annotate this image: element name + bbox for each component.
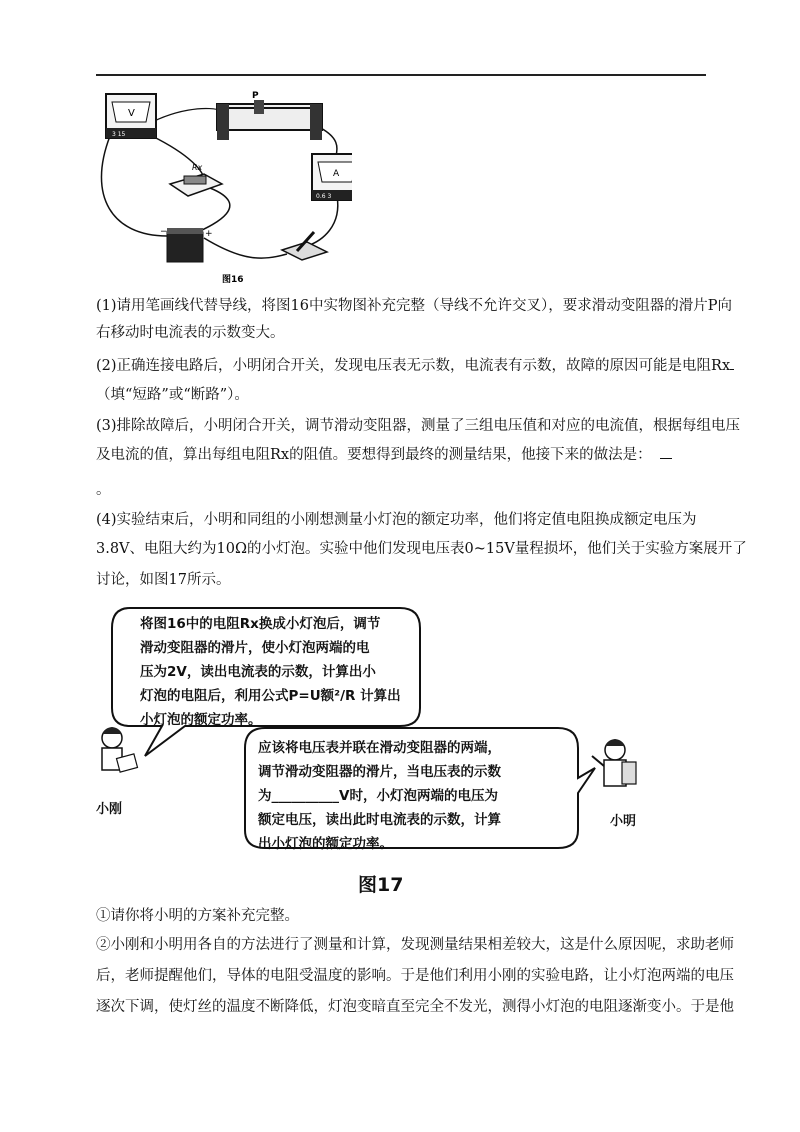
answer-blank[interactable] — [730, 369, 734, 370]
xiaoming-figure — [592, 739, 636, 786]
answer-blank[interactable] — [660, 458, 672, 459]
battery — [160, 227, 213, 262]
question-1-line-2: 右移动时电流表的示数变大。 — [96, 325, 285, 341]
voltmeter-scale: 3 15 — [112, 131, 126, 138]
battery-plus: + — [205, 229, 213, 239]
bubble-left-line: 压为2V，读出电流表的示数，计算出小 — [140, 664, 376, 680]
resistor-rx — [170, 163, 222, 196]
sliding-rheostat — [217, 91, 322, 140]
bubble-right-line: 调节滑动变阻器的滑片，当电压表的示数 — [258, 764, 501, 780]
question-4-line-1: (4)实验结束后，小明和同组的小刚想测量小灯泡的额定功率，他们将定值电阻换成额定电压为 — [96, 512, 697, 528]
switch — [282, 232, 327, 260]
followup-2-line-1: ②小刚和小明用各自的方法进行了测量和计算，发现测量结果相差较大，这是什么原因呢，求助老师 — [96, 937, 734, 953]
bubble-right-line: 应该将电压表并联在滑动变阻器的两端， — [258, 740, 501, 756]
followup-2-line-2: 后，老师提醒他们，导体的电阻受温度的影响。于是他们利用小刚的实验电路，让小灯泡两端的电压 — [96, 968, 734, 984]
ammeter-symbol: A — [333, 169, 340, 179]
bubble-left-line: 将图16中的电阻Rx换成小灯泡后，调节 — [140, 616, 381, 632]
bubble-right-line: 为__________V时，小灯泡两端的电压为 — [258, 788, 498, 804]
xiaogang-figure — [102, 727, 138, 772]
question-4-line-2: 3.8V、电阻大约为10Ω的小灯泡。实验中他们发现电压表0~15V量程损坏，他们关于实验方案展开了 — [96, 541, 747, 557]
voltmeter-symbol: V — [128, 108, 135, 119]
followup-2-line-3: 逐次下调，使灯丝的温度不断降低，灯泡变暗直至完全不发光，测得小灯泡的电阻逐渐变小。于是他 — [96, 999, 734, 1015]
voltmeter — [106, 94, 156, 138]
question-1-line-1: (1)请用笔画线代替导线，将图16中实物图补充完整（导线不允许交叉），要求滑动变阻器的滑片P向 — [96, 298, 732, 314]
question-2-line-2: （填“短路”或“断路”）。 — [96, 387, 249, 403]
ammeter — [312, 154, 352, 200]
bubble-left-line: 滑动变阻器的滑片，使小灯泡两端的电 — [140, 640, 370, 656]
figure-16-caption: 图16 — [222, 275, 244, 285]
bubble-right-line: 额定电压，读出此时电流表的示数，计算 — [258, 812, 501, 828]
question-3-line-2: 及电流的值，算出每组电阻Rx的阻值。要想得到最终的测量结果，他接下来的做法是： — [96, 445, 716, 465]
question-3-line-3: 。 — [96, 482, 111, 498]
question-4-line-3: 讨论，如图17所示。 — [96, 572, 231, 588]
figure-16-circuit — [92, 86, 352, 286]
question-2-line-1: (2)正确连接电路后，小明闭合开关，发现电压表无示数，电流表有示数，故障的原因可能是电阻Rx — [96, 356, 716, 376]
name-xiaoming: 小明 — [610, 814, 637, 829]
slider-label: P — [252, 91, 259, 101]
battery-minus: − — [160, 227, 168, 237]
name-xiaogang: 小刚 — [96, 802, 123, 817]
figure-17-caption: 图17 — [358, 874, 404, 896]
header-rule — [96, 74, 706, 76]
bubble-left-line: 灯泡的电阻后，利用公式P=U额²/R 计算出 — [140, 688, 401, 704]
bubble-left-line: 小灯泡的额定功率。 — [140, 712, 262, 728]
bubble-right-line: 出小灯泡的额定功率。 — [258, 836, 393, 852]
question-3-line-1: (3)排除故障后，小明闭合开关，调节滑动变阻器，测量了三组电压值和对应的电流值，根据每组电压 — [96, 418, 741, 434]
resistor-label: Rx — [192, 163, 203, 172]
followup-1: ①请你将小明的方案补充完整。 — [96, 908, 299, 924]
ammeter-scale: 0.6 3 — [316, 193, 332, 200]
